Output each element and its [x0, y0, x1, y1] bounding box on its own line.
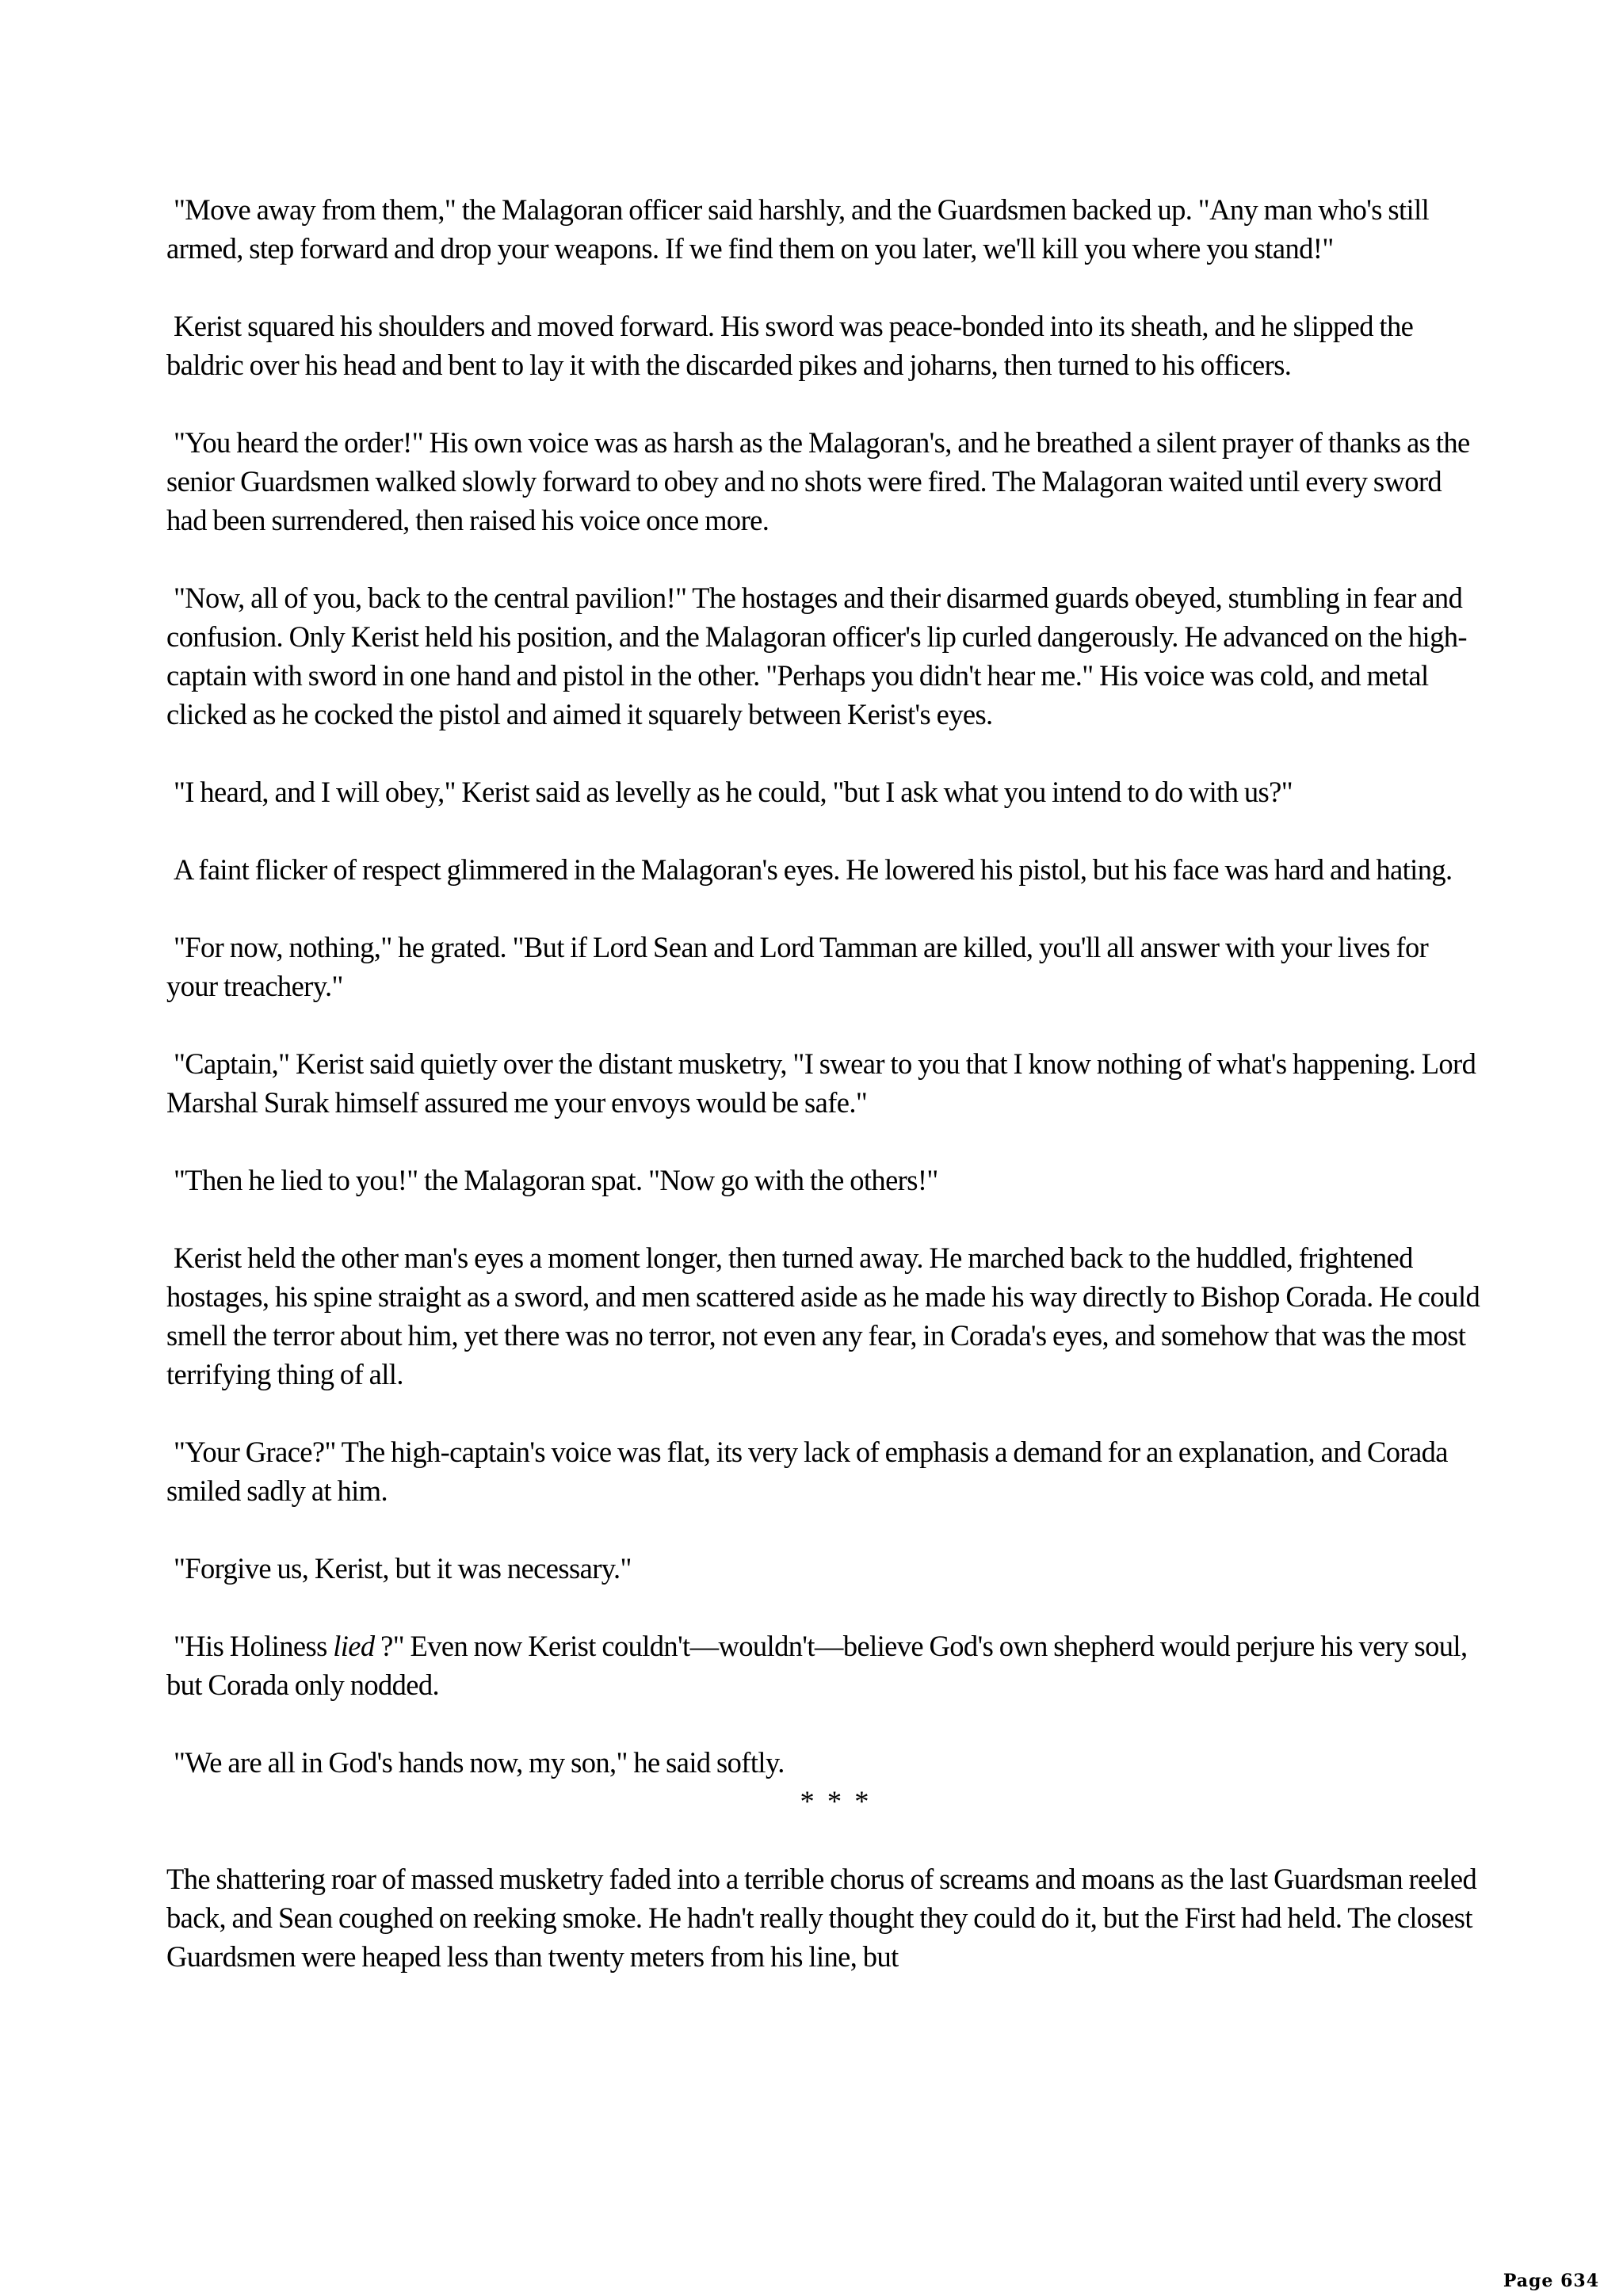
paragraph: "Captain," Kerist said quietly over the distant musketry, "I swear to you that I know nothing of what's happening. Lord Marshal Surak himself assured me your envoys would be safe." [166, 1047, 1476, 1119]
paragraph: A faint flicker of respect glimmered in the Malagoran's eyes. He lowered his pistol, but his face was hard and hating. [174, 853, 1453, 886]
paragraph: "Your Grace?" The high-captain's voice was flat, its very lack of emphasis a demand for an explanation, and Corada smiled sadly at him. [166, 1436, 1448, 1507]
paragraph: "You heard the order!" His own voice was as harsh as the Malagoran's, and he breathed a silent prayer of thanks as the senior Guardsmen walked slowly forward to obey and no shots were fired. The Malagoran waited until every sword had been surrendered, then raised his voice once more. [166, 426, 1470, 536]
page-body [166, 190, 1482, 2015]
paragraph: "Move away from them," the Malagoran officer said harshly, and the Guardsmen backed up. "Any man who's still armed, step forward and drop your weapons. If we find them on you later, we'll kill you where you stand!" [166, 193, 1430, 265]
paragraph: "For now, nothing," he grated. "But if Lord Sean and Lord Tamman are killed, you'll all answer with your lives for your treachery." [166, 931, 1429, 1002]
paragraph: Kerist held the other man's eyes a moment longer, then turned away. He marched back to the huddled, frightened hostages, his spine straight as a sword, and men scattered aside as he made his way directly to Bishop Corada. He could smell the terror about him, yet there was no terror, not even any fear, in Corada's eyes, and somehow that was the most terrifying thing of all. [166, 1241, 1480, 1390]
paragraph: "We are all in God's hands now, my son," he said softly. [174, 1746, 785, 1779]
page-number: Page 634 [1503, 2271, 1599, 2291]
paragraph: "Now, all of you, back to the central pavilion!" The hostages and their disarmed guards obeyed, stumbling in fear and confusion. Only Kerist held his position, and the Malagoran officer's lip curled dangerously. He advanced on the high-captain with sword in one hand and pistol in the other. "Perhaps you didn't hear me." His voice was cold, and metal clicked as he cocked the pistol and aimed it squarely between Kerist's eyes. [166, 582, 1467, 730]
emphasized-word: lied [333, 1630, 375, 1662]
paragraph: "I heard, and I will obey," Kerist said as levelly as he could, "but I ask what you intend to do with us?" [174, 776, 1293, 808]
paragraph: Kerist squared his shoulders and moved forward. His sword was peace-bonded into its sheath, and he slipped the baldric over his head and bent to lay it with the discarded pikes and joharns, then turned to his officers. [166, 310, 1414, 381]
paragraph: "Then he lied to you!" the Malagoran spat. "Now go with the others!" [174, 1164, 938, 1196]
paragraph-text: ?" Even now Kerist couldn't—wouldn't—believe God's own shepherd would perjure his very soul, but Corada only nodded. [166, 1630, 1468, 1701]
paragraph-text: "His Holiness [174, 1630, 334, 1662]
paragraph: "Forgive us, Kerist, but it was necessary." [174, 1552, 632, 1585]
scene-break: * * * [800, 1785, 873, 1817]
paragraph: The shattering roar of massed musketry faded into a terrible chorus of screams and moans as the last Guardsman reeled back, and Sean coughed on reeking smoke. He hadn't really thought they could do it, but the First had held. The closest Guardsmen were heaped less than twenty meters from his line, but [166, 1863, 1477, 1973]
paragraph [166, 1627, 1482, 1704]
